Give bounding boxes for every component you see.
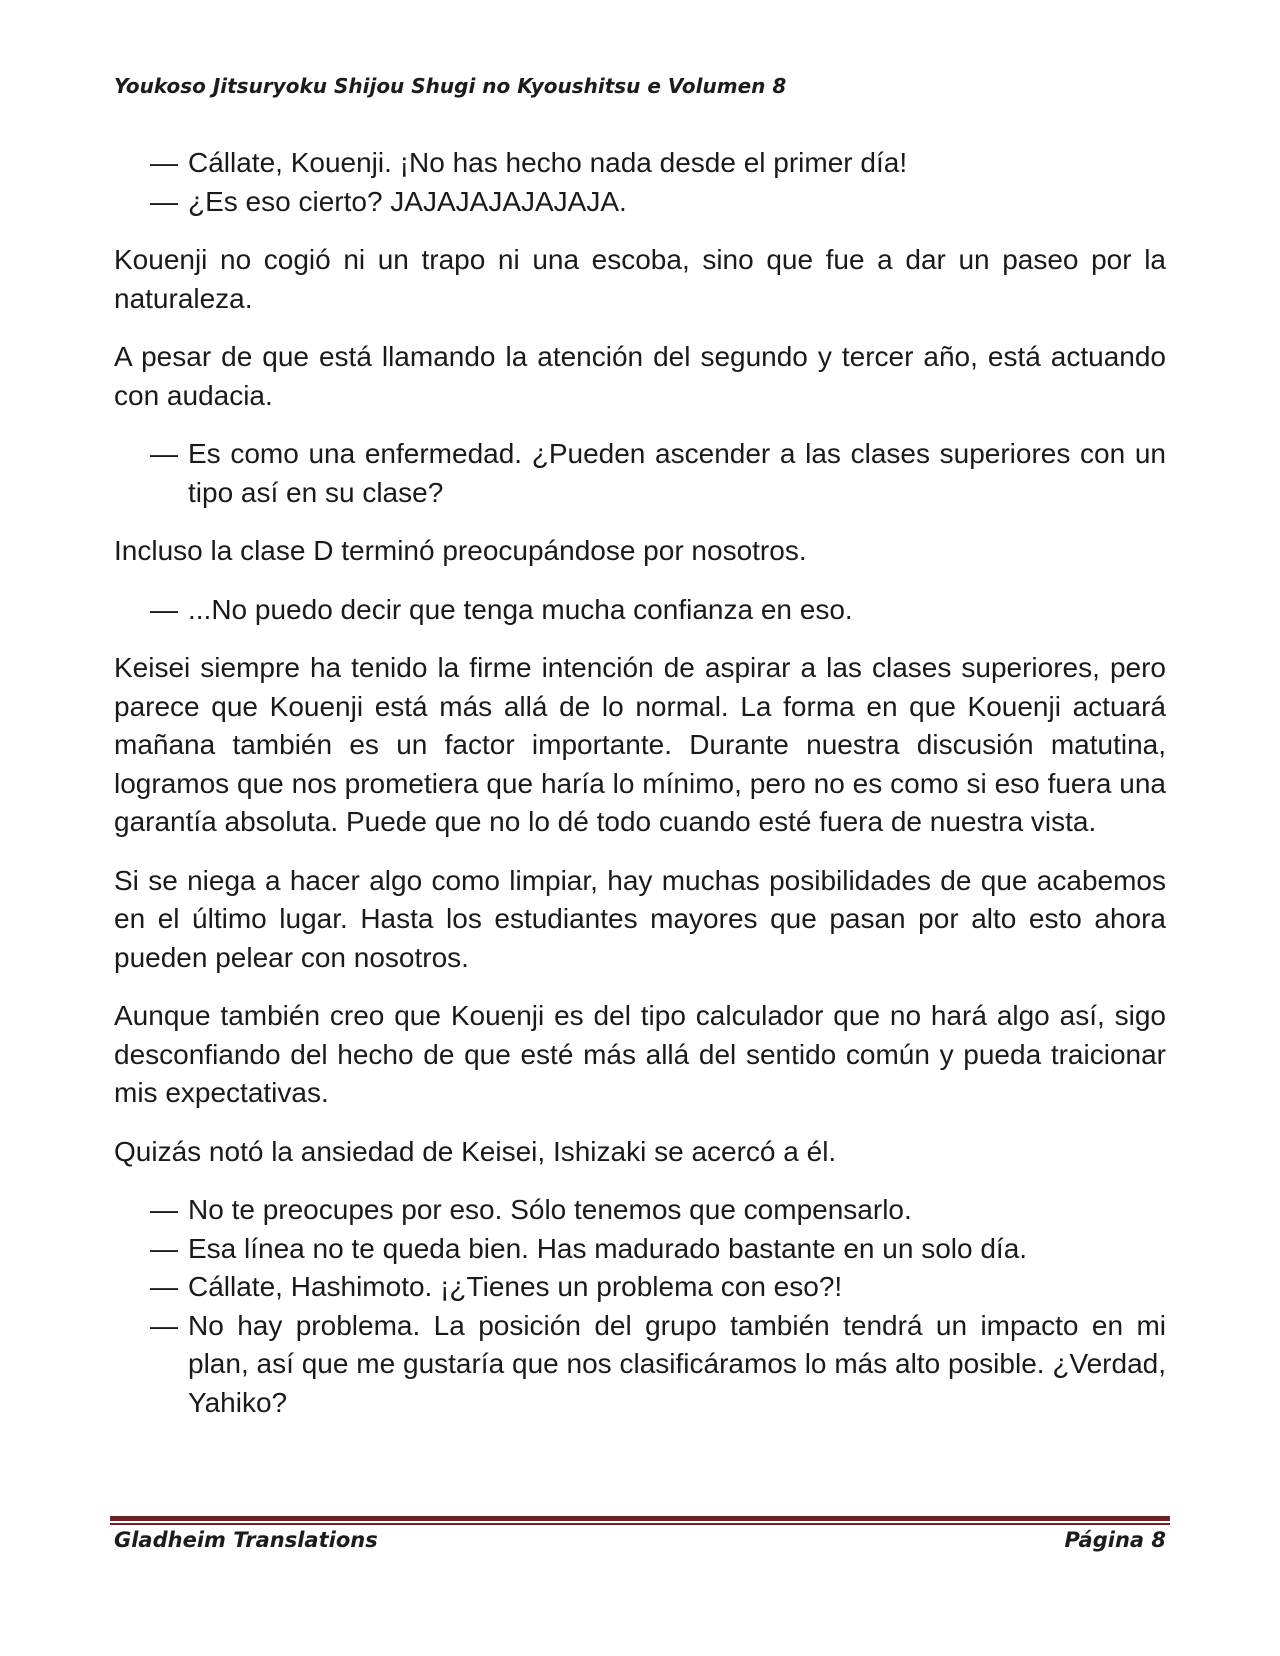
dialogue-dash: — [150,185,178,217]
dialogue-line [114,435,1166,512]
dialogue-text: Esa línea no te queda bien. Has madurado bastante en un solo día. [188,1232,1028,1264]
dialogue-text: Cállate, Hashimoto. ¡¿Tienes un problema con eso?! [188,1271,843,1302]
footer-credit: Gladheim Translations [114,1528,378,1552]
dialogue-text: Es como una enfermedad. ¿Pueden ascender a las clases superiores con un tipo así en su clase? [188,438,1166,508]
paragraph: Incluso la clase D terminó preocupándose por nosotros. [114,535,807,566]
page-body [114,144,1166,1422]
dialogue-dash: — [150,593,178,625]
footer-rule-thick [110,1516,1170,1521]
paragraph: Keisei siempre ha tenido la firme intención de aspirar a las clases superiores, pero parece que Kouenji está más allá de lo normal. La forma en que Kouenji actuará mañana también es un factor importante. Durante nuestra discusión matutina, logramos que nos prometiera que haría lo mínimo, pero no es como si eso fuera una garantía absoluta. Puede que no lo dé todo cuando esté fuera de nuestra vista. [114,652,1166,837]
dialogue-text: ...No puedo decir que tenga mucha confianza en eso. [188,593,853,625]
footer-rule-thin [110,1523,1170,1525]
paragraph: Kouenji no cogió ni un trapo ni una escoba, sino que fue a dar un paseo por la naturaleza. [114,244,1166,314]
dialogue-dash: — [150,438,178,469]
dialogue-line [114,1307,1166,1423]
dialogue-text: ¿Es eso cierto? JAJAJAJAJAJAJA. [188,185,627,217]
dialogue-line [114,1230,1166,1269]
paragraph: Quizás notó la ansiedad de Keisei, Ishizaki se acercó a él. [114,1135,837,1167]
dialogue-line [114,183,1166,222]
dialogue-line [114,1191,1166,1230]
paragraph: A pesar de que está llamando la atención del segundo y tercer año, está actuando con audacia. [114,341,1166,411]
dialogue-line [114,1268,1166,1307]
page-number: Página 8 [1064,1528,1166,1552]
dialogue-text: No hay problema. La posición del grupo también tendrá un impacto en mi plan, así que me gustaría que nos clasificáramos lo más alto posible. ¿Verdad, Yahiko? [188,1309,1166,1418]
running-header: Youkoso Jitsuryoku Shijou Shugi no Kyoushitsu e Volumen 8 [114,74,787,98]
paragraph: Si se niega a hacer algo como limpiar, hay muchas posibilidades de que acabemos en el último lugar. Hasta los estudiantes mayores que pasan por alto esto ahora pueden pelear con nosotros. [114,864,1166,973]
dialogue-line [114,591,1166,630]
dialogue-dash: — [150,1194,178,1225]
dialogue-text: No te preocupes por eso. Sólo tenemos que compensarlo. [188,1194,912,1225]
dialogue-dash: — [150,147,178,178]
dialogue-line [114,144,1166,183]
footer-rule [110,1516,1170,1525]
dialogue-text: Cállate, Kouenji. ¡No has hecho nada desde el primer día! [188,147,908,178]
dialogue-dash: — [150,1232,178,1264]
dialogue-dash: — [150,1271,178,1302]
paragraph: Aunque también creo que Kouenji es del tipo calculador que no hará algo así, sigo desconfiando del hecho de que esté más allá del sentido común y pueda traicionar mis expectativas. [114,1000,1166,1108]
dialogue-dash: — [150,1309,178,1341]
